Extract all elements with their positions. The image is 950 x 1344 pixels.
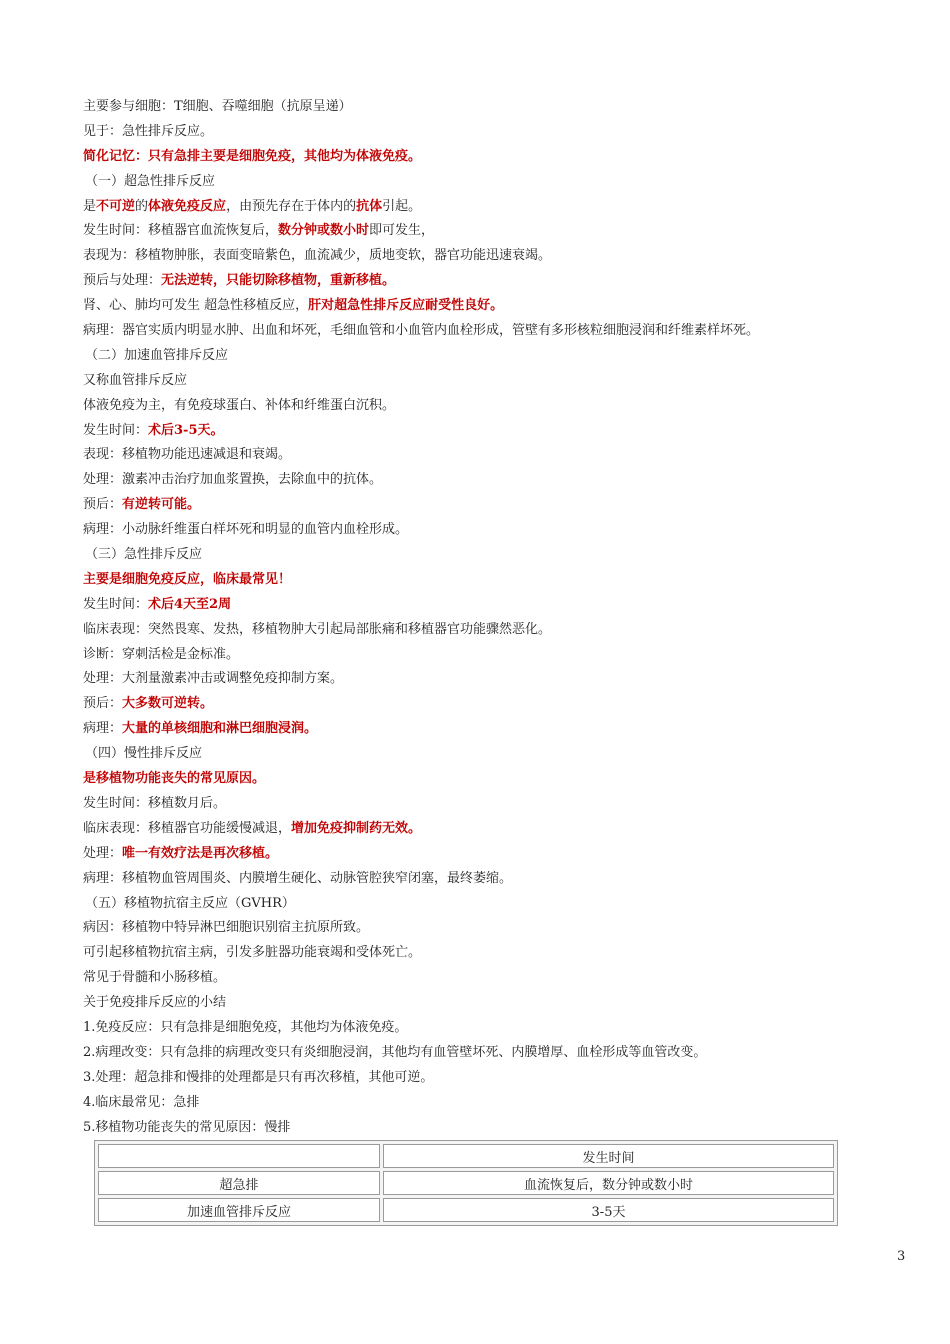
body-text: （三）急性排斥反应 [85,547,203,563]
body-text: 发生时间： [83,596,149,612]
body-text: 2.病理改变：只有急排的病理改变只有炎细胞浸润，其他均有血管壁坏死、内膜增厚、血栓形成等血管改变。 [83,1044,707,1060]
body-text: （二）加速血管排斥反应 [85,347,229,363]
text-line [83,1016,863,1041]
body-text: 预后： [83,696,123,712]
emphasis-text: 体液免疫反应 [148,198,227,214]
body-text: 肾、心、肺均可发生 超急性移植反应， [83,298,309,314]
table-cell: 3-5天 [383,1198,834,1222]
body-text: 的 [135,198,149,214]
emphasis-text: 大量的单核细胞和淋巴细胞浸润。 [122,721,318,737]
text-line [83,244,863,269]
text-line [83,643,863,668]
text-line [83,1041,863,1066]
body-text: （五）移植物抗宿主反应（GVHR） [85,895,295,911]
section-heading [83,742,863,767]
body-text: 引起。 [382,198,422,214]
body-text: 病理：器官实质内明显水肿、出血和坏死，毛细血管和小血管内血栓形成，管壁有多形核粒细胞浸润和纤维素样坏死。 [83,323,760,339]
text-line [83,667,863,692]
body-text: 体液免疫为主，有免疫球蛋白、补体和纤维蛋白沉积。 [83,397,396,413]
text-line [83,867,863,892]
text-line [83,319,863,344]
text-line [83,120,863,145]
body-text: 病理：移植物血管周围炎、内膜增生硬化、动脉管腔狭窄闭塞，最终萎缩。 [83,870,513,886]
text-line [83,394,863,419]
emphasis-text: 数分钟或数小时 [278,223,370,239]
body-text: 病因：移植物中特异淋巴细胞识别宿主抗原所致。 [83,920,370,936]
body-text: 预后： [83,497,123,513]
text-line [83,294,863,319]
body-text: 发生时间：移植数月后。 [83,795,227,811]
table-header-cell: 发生时间 [383,1144,834,1168]
body-text: 处理：激素冲击治疗加血浆置换，去除血中的抗体。 [83,472,383,488]
text-line [83,145,863,170]
emphasis-text: 大多数可逆转。 [122,696,214,712]
page-number: 3 [897,1249,906,1264]
body-text: （四）慢性排斥反应 [85,746,203,762]
body-text: 处理：大剂量激素冲击或调整免疫抑制方案。 [83,671,344,687]
emphasis-text: 简化记忆：只有急排主要是细胞免疫，其他均为体液免疫。 [83,148,422,164]
text-line [83,493,863,518]
body-text: 发生时间：移植器官血流恢复后， [83,223,279,239]
emphasis-text: 是移植物功能丧失的常见原因。 [83,771,266,787]
emphasis-text: 抗体 [356,198,383,214]
text-line [83,966,863,991]
text-line [83,916,863,941]
emphasis-text: 有逆转可能。 [122,497,201,513]
body-text: 是 [83,198,97,214]
body-text: 临床表现：突然畏寒、发热，移植物肿大引起局部胀痛和移植器官功能骤然恶化。 [83,621,552,637]
text-line [83,593,863,618]
body-text: 预后与处理： [83,273,162,289]
text-line [83,767,863,792]
emphasis-text: 肝对超急性排斥反应耐受性良好。 [308,298,504,314]
table-header-cell [98,1144,380,1168]
table-row [98,1198,834,1222]
text-line [83,219,863,244]
text-line [83,817,863,842]
body-text: 常见于骨髓和小肠移植。 [83,970,227,986]
body-text: 1.免疫反应：只有急排是细胞免疫，其他均为体液免疫。 [83,1019,408,1035]
text-line [83,941,863,966]
text-line [83,792,863,817]
emphasis-text: 不可逆 [96,198,136,214]
body-text: 见于：急性排斥反应。 [83,123,214,139]
text-line [83,419,863,444]
table-header-row [98,1144,834,1168]
text-line [83,195,863,220]
emphasis-text: 无法逆转，只能切除移植物，重新移植。 [161,273,396,289]
section-heading [83,543,863,568]
body-text: ，由预先存在于体内的 [226,198,357,214]
document-body [83,95,863,1140]
table-cell: 血流恢复后，数分钟或数小时 [383,1171,834,1195]
table-cell: 超急排 [98,1171,380,1195]
text-line [83,95,863,120]
text-line [83,518,863,543]
text-line [83,1091,863,1116]
emphasis-text: 主要是细胞免疫反应，临床最常见！ [83,571,292,587]
body-text: 表现为：移植物肿胀，表面变暗紫色，血流减少，质地变软，器官功能迅速衰竭。 [83,248,552,264]
summary-table [94,1140,838,1226]
text-line [83,369,863,394]
table-cell: 加速血管排斥反应 [98,1198,380,1222]
body-text: 即可发生， [369,223,435,239]
emphasis-text: 术后4天至2周 [148,596,232,612]
body-text: 病理： [83,721,123,737]
text-line [83,991,863,1016]
text-line [83,443,863,468]
body-text: 5.移植物功能丧失的常见原因：慢排 [83,1119,291,1135]
text-line [83,568,863,593]
emphasis-text: 术后3-5天。 [148,422,224,438]
body-text: 病理：小动脉纤维蛋白样坏死和明显的血管内血栓形成。 [83,522,409,538]
body-text: 又称血管排斥反应 [83,372,188,388]
text-line [83,692,863,717]
body-text: （一）超急性排斥反应 [85,173,216,189]
section-heading [83,170,863,195]
text-line [83,842,863,867]
text-line [83,618,863,643]
body-text: 关于免疫排斥反应的小结 [83,995,227,1011]
text-line [83,1066,863,1091]
emphasis-text: 增加免疫抑制药无效。 [291,820,422,836]
body-text: 临床表现：移植器官功能缓慢减退， [83,820,292,836]
text-line [83,717,863,742]
table-row [98,1171,834,1195]
body-text: 表现：移植物功能迅速减退和衰竭。 [83,447,292,463]
body-text: 发生时间： [83,422,149,438]
body-text: 主要参与细胞：T细胞、吞噬细胞（抗原呈递） [83,99,352,114]
emphasis-text: 唯一有效疗法是再次移植。 [122,845,279,861]
section-heading [83,892,863,917]
body-text: 可引起移植物抗宿主病，引发多脏器功能衰竭和受体死亡。 [83,945,422,961]
text-line [83,269,863,294]
body-text: 4.临床最常见：急排 [83,1094,200,1110]
body-text: 3.处理：超急排和慢排的处理都是只有再次移植，其他可逆。 [83,1069,434,1085]
text-line [83,468,863,493]
body-text: 诊断：穿刺活检是金标准。 [83,646,240,662]
body-text: 处理： [83,845,123,861]
section-heading [83,344,863,369]
text-line [83,1116,863,1141]
